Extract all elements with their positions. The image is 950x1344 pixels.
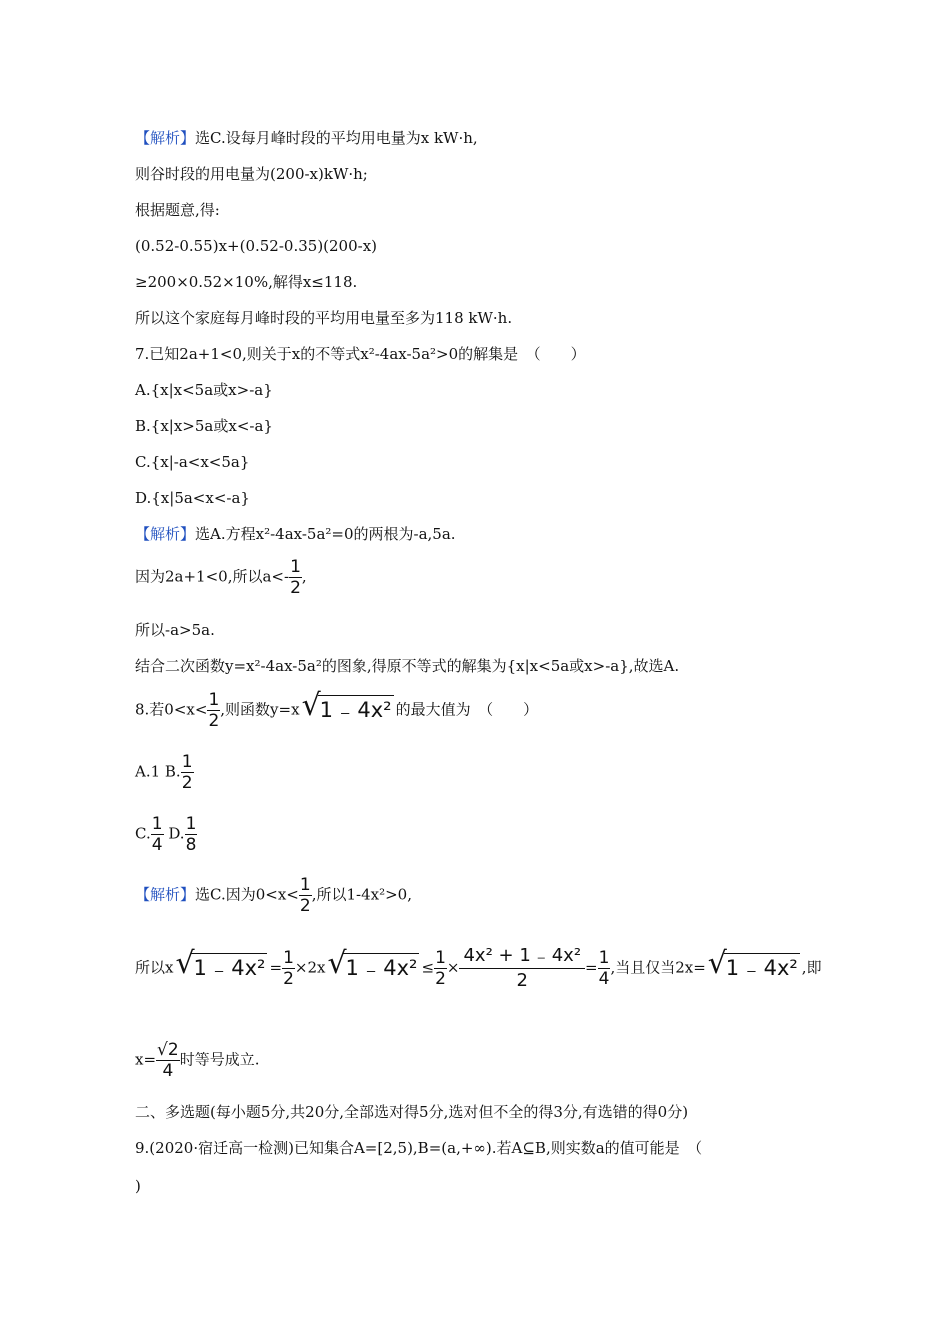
fraction-half — [434, 948, 447, 989]
fraction-half — [282, 948, 295, 989]
radical-sign: √ — [327, 945, 347, 981]
fraction-sum — [459, 944, 585, 993]
question-8-options-cd — [135, 814, 197, 855]
radicand: 1 ₋ 4x² — [343, 953, 419, 980]
question-7: 7.已知2a+1<0,则关于x的不等式x²-4ax-5a²>0的解集是 （ ） — [135, 345, 586, 363]
fraction-quarter — [151, 814, 164, 855]
numerator: √2 — [157, 1040, 179, 1060]
numerator: 4x² + 1 ₋ 4x² — [463, 945, 582, 966]
solution-7-line-4: 结合二次函数y=x²-4ax-5a²的图象,得原不等式的解集为{x|x<5a或x>-a},故选A. — [135, 657, 680, 675]
numerator: 1 — [290, 557, 301, 577]
denominator: 4 — [151, 835, 163, 855]
text: 所以x — [135, 958, 174, 977]
solution-text: 选C.设每月峰时段的平均用电量为x kW·h, — [195, 129, 478, 147]
solution-6-line-4: (0.52-0.55)x+(0.52-0.35)(200-x) — [135, 237, 378, 255]
question-7-option-a: A.{x|x<5a或x>-a} — [135, 381, 273, 399]
numerator: 1 — [151, 814, 163, 834]
solution-8-line-2: 所以x √ 1 ₋ 4x² = $\frac{1}{2}$ ×2x √ 1 ₋ 4x² ≤ $\frac{1}{2}$ × $\frac{\text{4x² + 1 ₋ 4x²}}{2}$ = $\frac{1}{4}$ ,当且仅当2x= √ 1 ₋ 4x² ,即 — [135, 945, 822, 991]
solution-tag: 【解析】 — [135, 885, 196, 904]
denominator: 2 — [283, 969, 294, 989]
text: ,当且仅当2x= — [610, 958, 706, 977]
denominator: 4 — [598, 969, 610, 989]
solution-6-line-6: 所以这个家庭每月峰时段的平均用电量至多为118 kW·h. — [135, 309, 513, 327]
solution-8-line-1 — [135, 875, 412, 916]
text: ,所以1-4x²>0, — [311, 885, 412, 904]
solution-8-line-3 — [135, 1040, 259, 1081]
solution-text: 选A.方程x²-4ax-5a²=0的两根为-a,5a. — [195, 525, 456, 543]
question-7-option-c: C.{x|-a<x<5a} — [135, 453, 250, 471]
denominator: 2 — [290, 578, 301, 598]
fraction-half — [181, 752, 194, 793]
option-c-label: C. — [135, 824, 151, 843]
text: ,即 — [801, 958, 822, 977]
text: x= — [135, 1050, 157, 1069]
text: ≤ — [421, 958, 435, 977]
radical-sign: √ — [707, 945, 727, 981]
text: 因为2a+1<0,所以a<- — [135, 567, 290, 586]
numerator: 1 — [299, 875, 311, 895]
sqrt-expression — [301, 687, 394, 723]
sqrt-expression — [707, 945, 800, 981]
solution-tag: 【解析】 — [135, 129, 196, 147]
text: 选C.因为0<x< — [195, 885, 299, 904]
numerator: 1 — [181, 752, 193, 772]
radicand: 1 ₋ 4x² — [318, 695, 394, 722]
option-d-label: D. — [163, 824, 185, 843]
solution-7-line-3: 所以-a>5a. — [135, 621, 215, 639]
question-7-option-b: B.{x|x>5a或x<-a} — [135, 417, 273, 435]
fraction-half — [289, 557, 302, 598]
radical-sign: √ — [175, 945, 195, 981]
text: × — [446, 958, 460, 977]
radical-sign: √ — [301, 687, 321, 723]
section-2-heading: 二、多选题(每小题5分,共20分,全部选对得5分,选对但不全的得3分,有选错的得0分) — [135, 1103, 689, 1121]
denominator: 2 — [208, 711, 220, 731]
solution-tag: 【解析】 — [135, 525, 196, 543]
fraction-sqrt2-over-4 — [156, 1040, 180, 1081]
numerator: 1 — [435, 948, 446, 968]
denominator: 4 — [156, 1060, 180, 1081]
fraction-quarter — [598, 948, 611, 989]
fraction-eighth — [185, 814, 198, 855]
sqrt-expression — [175, 945, 267, 981]
solution-6-line-2: 则谷时段的用电量为(200-x)kW·h; — [135, 165, 368, 183]
text: 时等号成立. — [179, 1050, 260, 1069]
radicand: 1 ₋ 4x² — [724, 953, 800, 980]
text: = — [585, 958, 598, 977]
solution-6-line-3: 根据题意,得: — [135, 201, 220, 219]
fraction-half — [207, 690, 220, 731]
option-ab-text: A.1 B. — [135, 762, 181, 781]
question-9: 9.(2020·宿迁高一检测)已知集合A=[2,5),B=(a,+∞).若A⊆B,则实数a的值可能是 （ — [135, 1139, 703, 1157]
solution-6-line-5: ≥200×0.52×10%,解得x≤118. — [135, 273, 358, 291]
numerator: 1 — [185, 814, 197, 834]
text: ,则函数y=x — [220, 700, 300, 719]
text: ×2x — [294, 958, 326, 977]
solution-7-line-2 — [135, 557, 307, 598]
question-8-options-ab — [135, 752, 194, 793]
text: , — [301, 567, 307, 586]
numerator: 1 — [283, 948, 294, 968]
denominator: 2 — [181, 773, 193, 793]
text: 8.若0<x< — [135, 700, 208, 719]
denominator: 2 — [459, 968, 585, 993]
numerator: 1 — [598, 948, 610, 968]
numerator: 1 — [208, 690, 220, 710]
radicand: 1 ₋ 4x² — [191, 953, 267, 980]
sqrt-expression — [327, 945, 419, 981]
question-8 — [135, 687, 539, 731]
fraction-half — [299, 875, 312, 916]
denominator: 2 — [435, 969, 446, 989]
question-7-option-d: D.{x|5a<x<-a} — [135, 489, 250, 507]
text: 的最大值为 （ ） — [395, 700, 539, 719]
solution-7-line-1 — [135, 524, 456, 544]
question-9-close-paren: ) — [135, 1177, 141, 1195]
solution-6-line-1 — [135, 128, 478, 148]
denominator: 2 — [299, 896, 311, 916]
denominator: 8 — [185, 835, 197, 855]
